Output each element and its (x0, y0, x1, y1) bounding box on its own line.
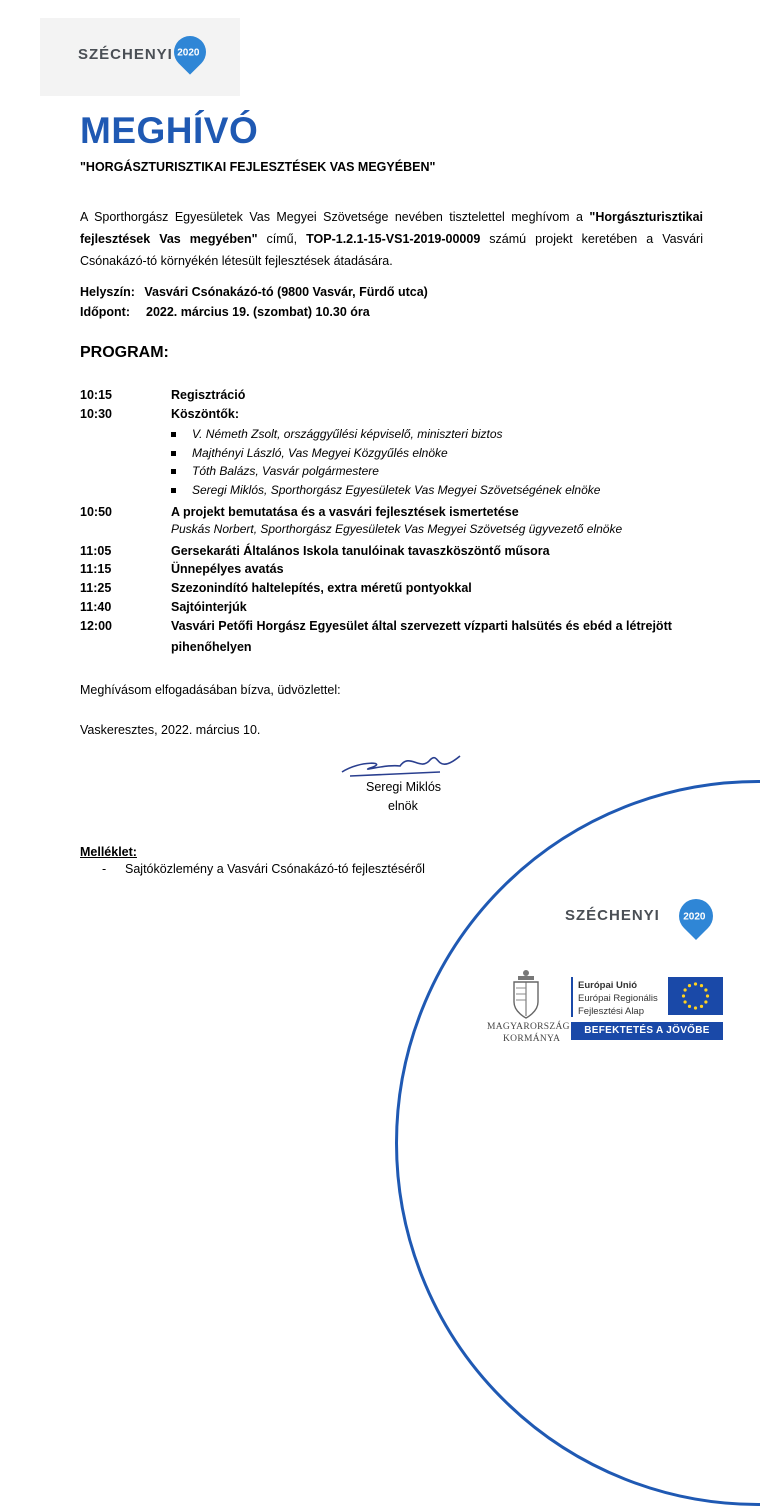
decorative-arc (395, 780, 760, 1506)
program-title: Szezonindító haltelepítés, extra méretű pontyokkal (171, 581, 472, 595)
program-title: A projekt bemutatása és a vasvári fejlesztések ismertetése (171, 505, 519, 519)
time-label: Időpont: (80, 305, 130, 319)
eu-line2: Európai Regionális (578, 993, 658, 1004)
bullet-icon (171, 432, 176, 437)
program-title: Gersekaráti Általános Iskola tanulóinak tavaszköszöntő műsora (171, 544, 550, 558)
time-value: 2022. március 19. (szombat) 10.30 óra (146, 305, 370, 319)
invest-banner: BEFEKTETÉS A JÖVŐBE (571, 1022, 723, 1040)
program-title: Köszöntők: (171, 407, 240, 421)
program-title: Ünnepélyes avatás (171, 562, 284, 576)
program-title: Vasvári Petőfi Horgász Egyesület által szervezett vízparti halsütés és ebéd a létrejött pihenőhelyen (171, 619, 672, 654)
program-time: 11:05 (80, 544, 112, 558)
eu-flag-icon (668, 977, 723, 1015)
closing-text: Meghívásom elfogadásában bízva, üdvözlettel: (80, 683, 341, 697)
attachment-item: Sajtóközlemény a Vasvári Csónakázó-tó fejlesztéséről (125, 862, 425, 876)
gov-line2: KORMÁNYA (503, 1034, 561, 1044)
project-code: TOP-1.2.1-15-VS1-2019-00009 (306, 232, 481, 246)
footer-wordmark: SZÉCHENYI (565, 907, 660, 924)
program-time: 11:15 (80, 562, 112, 576)
logo-wordmark: SZÉCHENYI (78, 46, 173, 63)
logo-year: 2020 (177, 47, 200, 59)
location-pin-icon (167, 29, 212, 74)
bullet-icon (171, 488, 176, 493)
eu-line3: Fejlesztési Alap (578, 1006, 645, 1017)
location-value: Vasvári Csónakázó-tó (9800 Vasvár, Fürdő utca) (144, 285, 428, 299)
szechenyi-2020-logo (40, 18, 240, 96)
greeter-item (171, 464, 379, 478)
attachment-dash: - (102, 862, 107, 876)
greeter-item (171, 427, 503, 441)
page-subtitle: "HORGÁSZTURISZTIKAI FEJLESZTÉSEK VAS MEGYÉBEN" (80, 160, 436, 174)
coat-of-arms-icon (508, 968, 544, 1020)
greeter-text: Tóth Balázs, Vasvár polgármestere (192, 464, 379, 478)
footer-year: 2020 (683, 911, 706, 923)
time-line (80, 305, 370, 319)
intro-paragraph (80, 206, 703, 272)
page-title: MEGHÍVÓ (80, 110, 259, 151)
program-heading: PROGRAM: (80, 344, 169, 361)
intro-text-1: A Sporthorgász Egyesületek Vas Megyei Szövetsége nevében tisztelettel meghívom a (80, 210, 590, 224)
eu-divider (571, 977, 573, 1017)
program-time: 10:30 (80, 407, 112, 421)
attachment-label: Melléklet: (80, 845, 137, 859)
location-label: Helyszín: (80, 285, 135, 299)
place-date: Vaskeresztes, 2022. március 10. (80, 723, 261, 737)
program-time: 11:40 (80, 600, 112, 614)
program-time: 10:15 (80, 388, 112, 402)
program-time: 10:50 (80, 505, 112, 519)
signer-role: elnök (388, 799, 418, 813)
footer-szechenyi-logo (565, 895, 725, 955)
eu-line1: Európai Unió (578, 980, 638, 991)
signature-icon (330, 742, 480, 782)
greeter-item (171, 446, 448, 460)
program-note: Puskás Norbert, Sporthorgász Egyesületek Vas Megyei Szövetség ügyvezető elnöke (171, 522, 623, 536)
program-time: 12:00 (80, 619, 112, 633)
greeter-item (171, 483, 600, 497)
greeter-text: V. Németh Zsolt, országgyűlési képviselő, miniszteri biztos (192, 427, 503, 441)
intro-text-3: számú projekt keretében a Vasvári Csónakázó-tó környékén létesült fejlesztések átadására. (80, 232, 703, 268)
signer-name: Seregi Miklós (366, 780, 442, 794)
intro-text-2: című, (257, 232, 307, 246)
project-name: "Horgászturisztikai fejlesztések Vas megyében" (80, 210, 703, 246)
program-title: Regisztráció (171, 388, 246, 402)
greeter-text: Majthényi László, Vas Megyei Közgyűlés elnöke (192, 446, 448, 460)
program-title: Sajtóinterjúk (171, 600, 247, 614)
bullet-icon (171, 469, 176, 474)
location-pin-icon (672, 892, 720, 940)
location-line (80, 285, 428, 299)
greeter-text: Seregi Miklós, Sporthorgász Egyesületek Vas Megyei Szövetségének elnöke (192, 483, 601, 497)
bullet-icon (171, 451, 176, 456)
gov-line1: MAGYARORSZÁG (487, 1022, 570, 1032)
program-time: 11:25 (80, 581, 112, 595)
